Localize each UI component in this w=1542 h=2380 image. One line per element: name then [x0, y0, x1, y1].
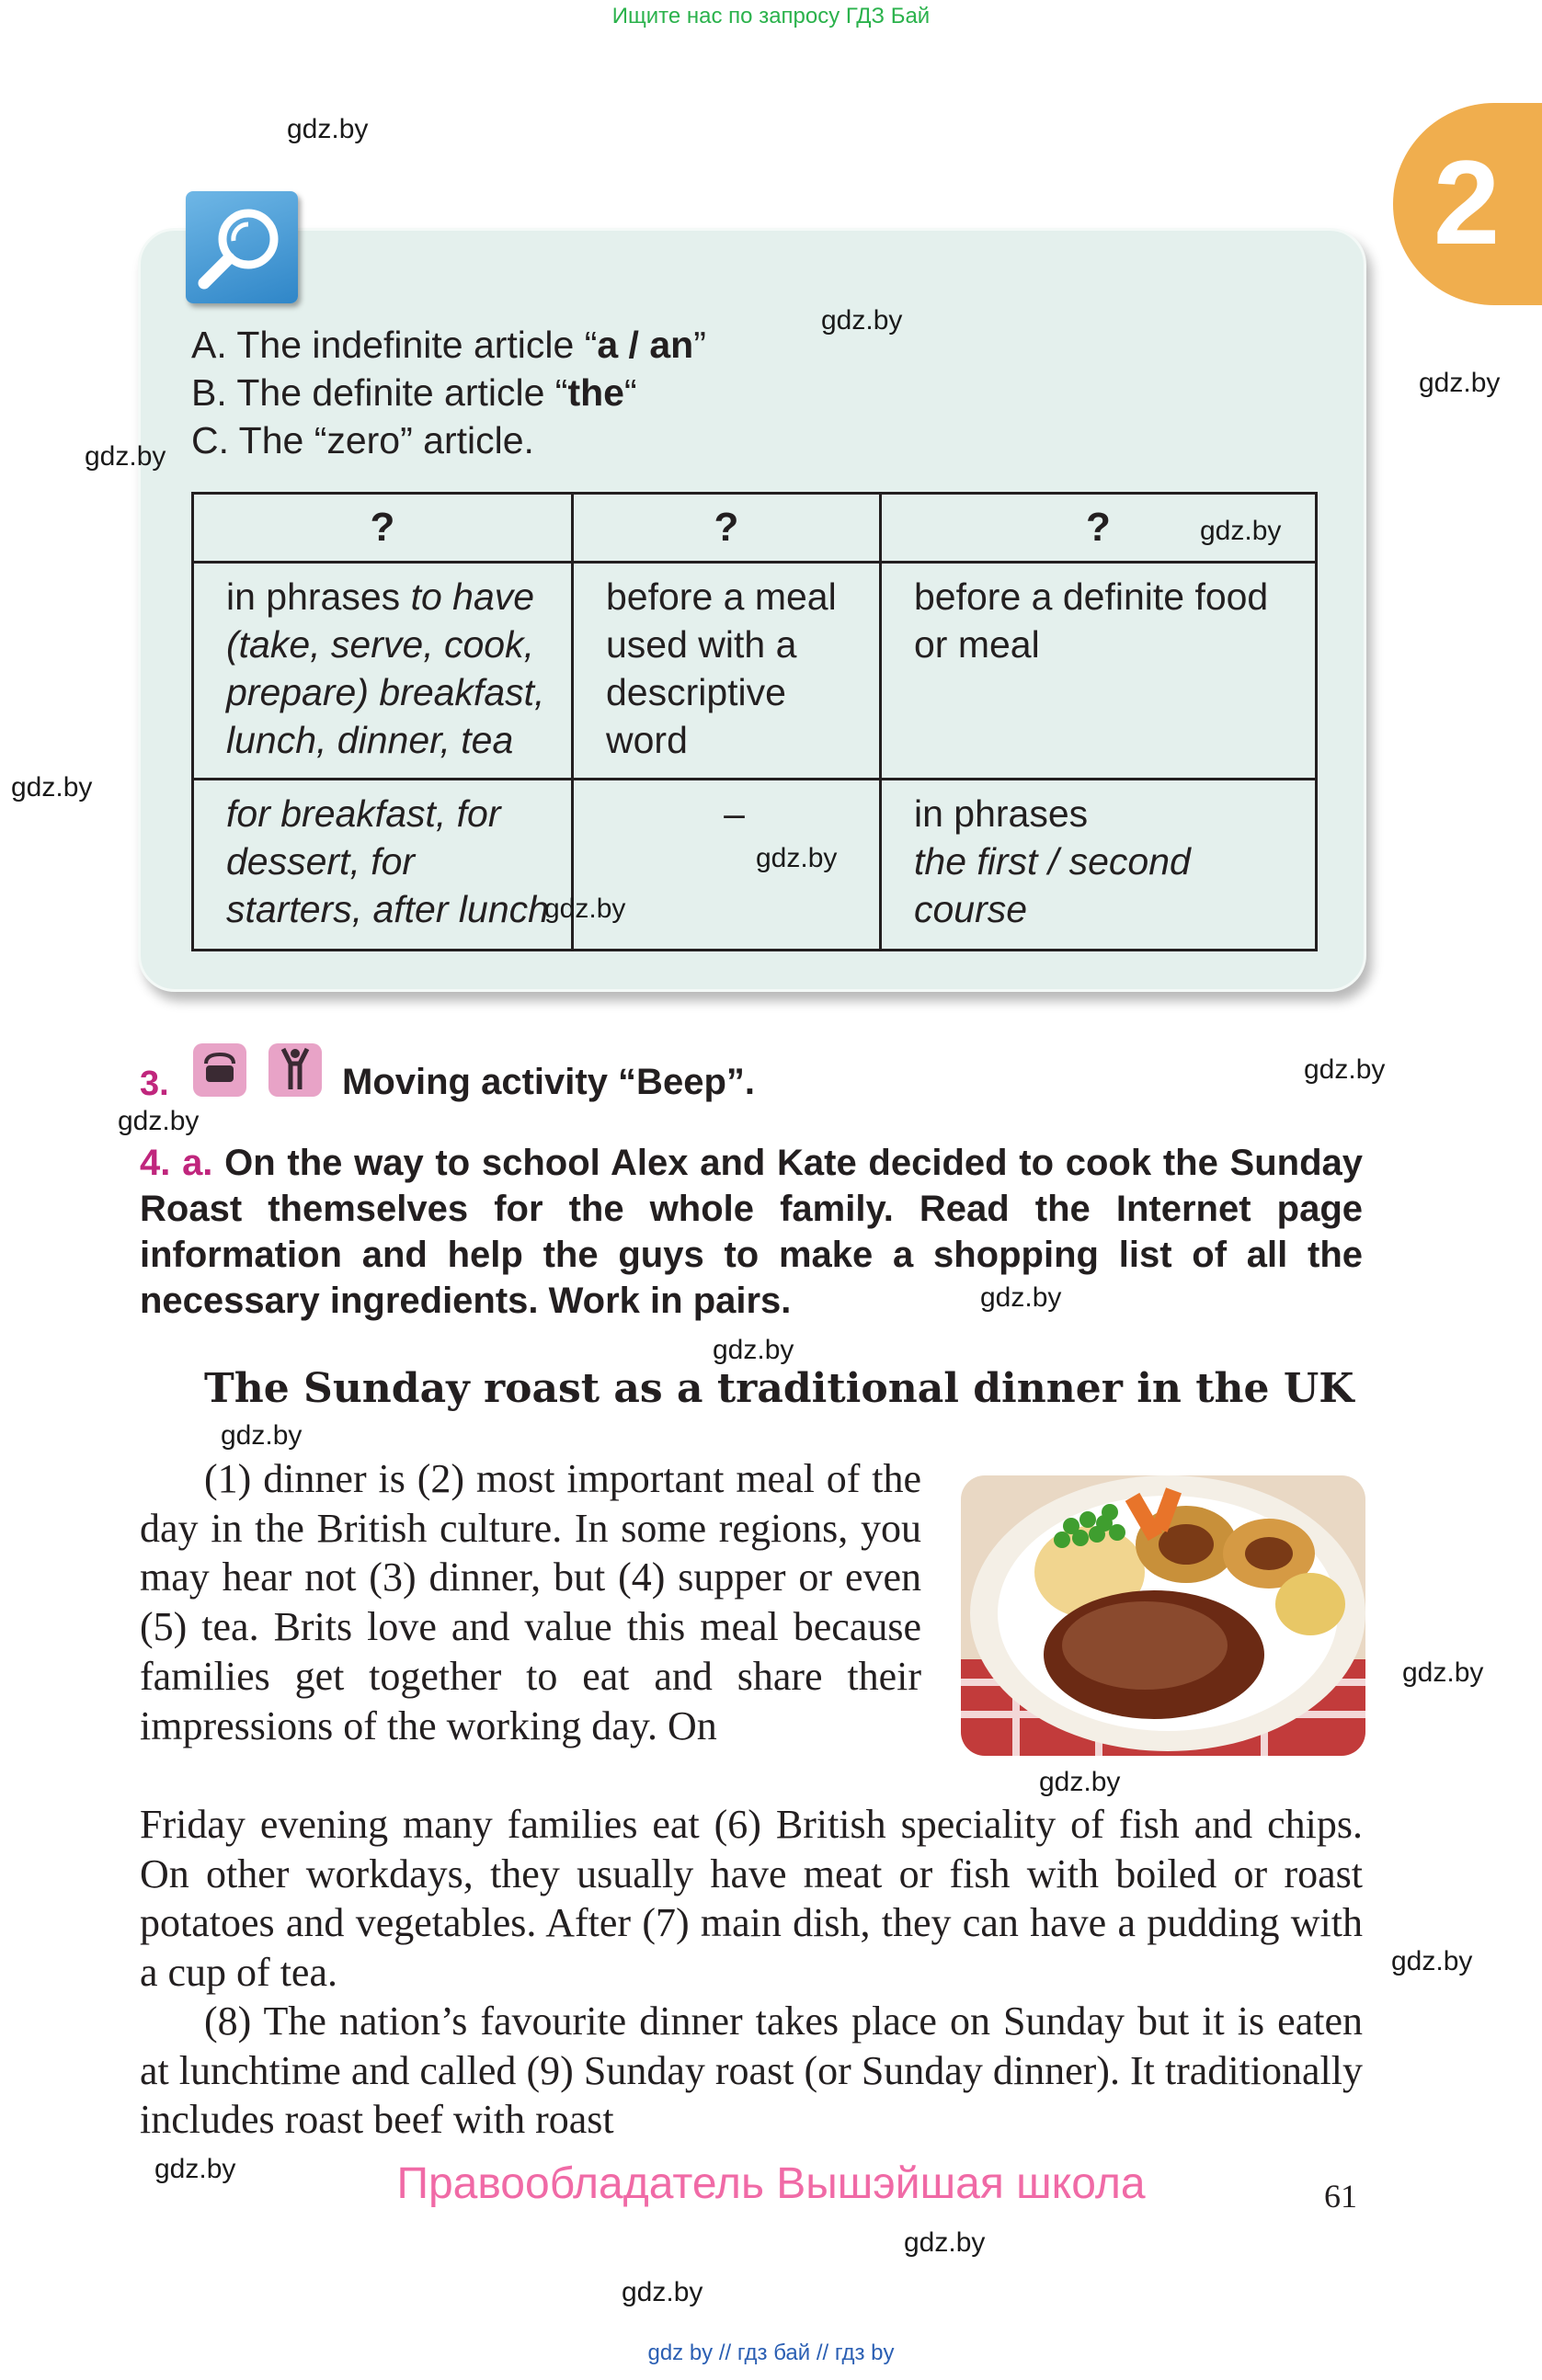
bottom-banner[interactable]: gdz by // гдз бай // гдз by	[647, 2340, 895, 2365]
watermark: gdz.by	[154, 2154, 236, 2184]
task-4-text: On the way to school Alex and Kate decided to cook the Sunday Roast themselves for the whole family. Read the Internet page information and help the guys to make a shopping list of all the necessary ingredients. Work in pairs.	[140, 1143, 1363, 1321]
table-cell: for breakfast, for dessert, for starters, after lunch	[193, 780, 573, 951]
moving-person-icon	[268, 1043, 322, 1097]
table-cell: before a meal used with a descriptive word	[573, 563, 881, 780]
sunday-roast-image	[961, 1475, 1365, 1756]
article-title: The Sunday roast as a traditional dinner in the UK	[204, 1365, 1354, 1412]
watermark: gdz.by	[221, 1420, 303, 1451]
watermark: gdz.by	[622, 2277, 703, 2307]
watermark: gdz.by	[118, 1106, 200, 1136]
table-row	[193, 563, 1317, 780]
watermark: gdz.by	[1039, 1767, 1121, 1797]
magnifier-icon	[186, 191, 298, 303]
watermark: gdz.by	[1419, 368, 1501, 398]
article-paragraph-2: (8) The nation’s favourite dinner takes place on Sunday but it is eaten at lunchtime and called (9) Sunday roast (or Sunday dinner). It traditionally includes roast beef with roast	[140, 1999, 1363, 2143]
watermark: gdz.by	[11, 772, 93, 803]
top-banner[interactable]: Ищите нас по запросу ГДЗ Бай	[611, 4, 931, 28]
watermark: gdz.by	[544, 894, 626, 924]
watermark: gdz.by	[1200, 516, 1282, 546]
watermark: gdz.by	[85, 441, 166, 472]
table-header-cell: ?	[573, 494, 881, 563]
watermark: gdz.by	[980, 1282, 1062, 1313]
table-cell: in phrases the first / second course	[881, 780, 1317, 951]
watermark: gdz.by	[904, 2227, 986, 2258]
task-4-instructions	[140, 1140, 1363, 1324]
watermark: gdz.by	[1402, 1657, 1484, 1688]
table-header-cell: ?	[193, 494, 573, 563]
watermark: gdz.by	[713, 1335, 794, 1365]
article-usage-table	[191, 492, 1318, 951]
article-paragraph-1: (1) dinner is (2) most important meal of the day in the British culture. In some regions, you may hear not (3) dinner, but (4) supper or even (5) tea. Brits love and value this meal because families get together to eat and share their impressions of the working day. On	[140, 1456, 921, 1748]
page-number: 61	[1324, 2178, 1357, 2215]
cooking-pot-icon	[193, 1043, 246, 1097]
rule-a: A. The indefinite article “a / an”	[191, 324, 706, 366]
task-3-text: Moving activity “Beep”.	[342, 1062, 755, 1102]
table-cell: in phrases to have (take, serve, cook, prepare) breakfast, lunch, dinner, tea	[193, 563, 573, 780]
rule-c: C. The “zero” article.	[191, 419, 534, 461]
chapter-number: 2	[1433, 135, 1501, 269]
table-cell: before a definite food or meal	[881, 563, 1317, 780]
article-paragraph-1-continued: Friday evening many families eat (6) British speciality of fish and chips. On other workdays, they usually have meat or fish with boiled or roast potatoes and vegetables. After (7) main dish, they can have a pudding with a cup of tea.	[140, 1802, 1363, 1996]
watermark: gdz.by	[821, 305, 903, 336]
rule-b: B. The definite article “the“	[191, 371, 637, 414]
watermark: gdz.by	[1304, 1054, 1386, 1085]
copyright-holder: Правообладатель Вышэйшая школа	[396, 2159, 1146, 2208]
watermark: gdz.by	[756, 843, 838, 873]
table-header-row	[193, 494, 1317, 563]
table-header-cell: ?	[881, 494, 1317, 563]
task-3-number: 3.	[140, 1065, 169, 1103]
table-row	[193, 780, 1317, 951]
watermark: gdz.by	[287, 114, 369, 144]
watermark: gdz.by	[1391, 1946, 1473, 1976]
task-4-number: 4. a.	[140, 1143, 213, 1183]
table-cell: –	[573, 780, 881, 951]
